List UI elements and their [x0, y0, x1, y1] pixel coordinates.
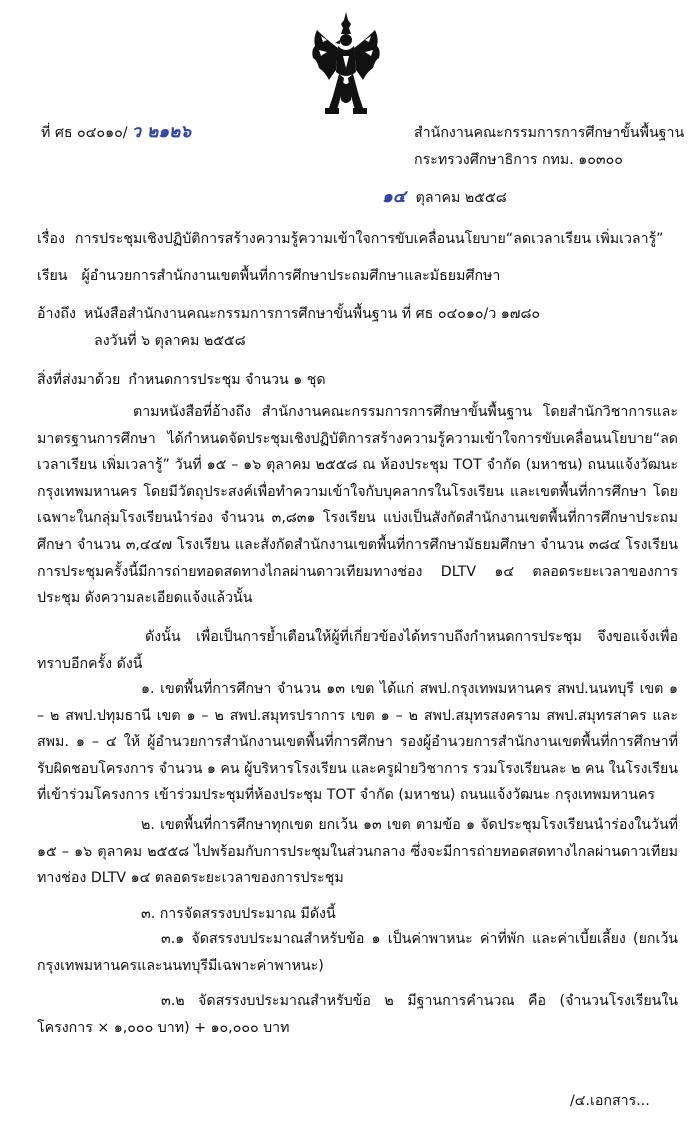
- subject-label: เรื่อง: [37, 231, 65, 247]
- body-item-2: ๒. เขตพื้นที่การศึกษาทุกเขต ยกเว้น ๑๓ เขต ตามข้อ ๑ จัดประชุมโรงเรียนนำร่องในวันที่ ๑๕ – ๑๖ ตุลาคม ๒๕๕๘ ไปพร้อมกับการประชุมในส่วนกลาง ซึ่งจะมีการถ่ายทอดสดทางไกลผ่านดาวเทียมทางช่อง DLTV ๑๔ ตลอดระยะเวลาของการประชุม: [37, 817, 678, 887]
- continuation-note: /๔.เอกสาร...: [570, 1093, 650, 1109]
- body-paragraph-1: ตามหนังสือที่อ้างถึง สำนักงานคณะกรรมการการศึกษาขั้นพื้นฐาน โดยสำนักวิชาการและมาตรฐานการศึกษา ได้กำหนดจัดประชุมเชิงปฏิบัติการสร้างความรู้ความเข้าใจการขับเคลื่อนนโยบาย“ลดเวลาเรียน เพิ่มเวลารู้” วันที่ ๑๕ – ๑๖ ตุลาคม ๒๕๕๘ ณ ห้องประชุม TOT จำกัด (มหาชน) ถนนแจ้งวัฒนะ กรุงเทพมหานคร โดยมีวัตถุประสงค์เพื่อทำความเข้าใจกับบุคลากรในโรงเรียน และเขตพื้นที่การศึกษา โดยเฉพาะในกลุ่มโรงเรียนนำร่อง จำนวน ๓,๘๓๑ โรงเรียน แบ่งเป็นสังกัดสำนักงานเขตพื้นที่การศึกษาประถมศึกษา จำนวน ๓,๔๔๗ โรงเรียน และสังกัดสำนักงานเขตพื้นที่การศึกษามัธยมศึกษา จำนวน ๓๘๔ โรงเรียน การประชุมครั้งนี้มีการถ่ายทอดสดทางไกลผ่านดาวเทียมทางช่อง DLTV ๑๔ ตลอดระยะเวลาของการประชุม ดังความละเอียดแจ้งแล้วนั้น: [37, 404, 678, 607]
- date-month-year: ตุลาคม ๒๕๕๘: [415, 190, 507, 206]
- body-item-1: ๑. เขตพื้นที่การศึกษา จำนวน ๑๓ เขต ได้แก่ สพป.กรุงเทพมหานคร สพป.นนทบุรี เขต ๑ – ๒ สพป.ปทุมธานี เขต ๑ – ๒ สพป.สมุทรปราการ เขต ๑ – ๒ สพป.สมุทรสงคราม สพป.สมุทรสาคร และสพม. ๑ – ๔ ให้ ผู้อำนวยการสำนักงานเขตพื้นที่การศึกษา รองผู้อำนวยการสำนักงานเขตพื้นที่การศึกษาที่รับผิดชอบโครงการ จำนวน ๑ คน ผู้บริหารโรงเรียน และครูฝ่ายวิชาการ รวมโรงเรียนละ ๒ คน ในโรงเรียนที่เข้าร่วมโครงการ เข้าร่วมประชุมที่ห้องประชุม TOT จำกัด (มหาชน) ถนนแจ้งวัฒนะ กรุงเทพมหานคร: [37, 681, 678, 804]
- letter-date: [382, 188, 507, 207]
- enclosure-label: สิ่งที่ส่งมาด้วย: [37, 372, 121, 388]
- body-paragraph-2: ดังนั้น เพื่อเป็นการย้ำเตือนให้ผู้ที่เกี่ยวข้องได้ทราบถึงกำหนดการประชุม จึงขอแจ้งเพื่อทราบอีกครั้ง ดังนี้: [37, 629, 678, 672]
- addressee-text: ผู้อำนวยการสำนักงานเขตพื้นที่การศึกษาประถมศึกษาและมัธยมศึกษา: [81, 268, 501, 284]
- agency-address: กระทรวงศึกษาธิการ กทม. ๑๐๓๐๐: [414, 152, 623, 168]
- reference-label: อ้างถึง: [37, 306, 76, 322]
- enclosure-text: กำหนดการประชุม จำนวน ๑ ชุด: [128, 372, 326, 388]
- reference-number: [41, 123, 191, 142]
- body-item-3-2: ๓.๒ จัดสรรงบประมาณสำหรับข้อ ๒ มีฐานการคำนวณ คือ (จำนวนโรงเรียนในโครงการ × ๑,๐๐๐ บาท) + ๑๐,๐๐๐ บาท: [37, 993, 678, 1036]
- body-item-3: ๓. การจัดสรรงบประมาณ มีดังนี้: [141, 906, 336, 922]
- handwritten-reference-number: ว ๒๑๒๖: [131, 122, 192, 142]
- garuda-emblem: [307, 10, 385, 122]
- subject-line: [37, 230, 664, 248]
- subject-text: การประชุมเชิงปฏิบัติการสร้างความรู้ความเข้าใจการขับเคลื่อนนโยบาย“ลดเวลาเรียน เพิ่มเวลารู้”: [74, 231, 664, 247]
- reference-line: [37, 305, 540, 323]
- enclosure-line: [37, 371, 326, 389]
- body-item-3-1: ๓.๑ จัดสรรงบประมาณสำหรับข้อ ๑ เป็นค่าพาหนะ ค่าที่พัก และค่าเบี้ยเลี้ยง (ยกเว้นกรุงเทพมหานครและนนทบุรีมีเฉพาะค่าพาหนะ): [37, 931, 678, 974]
- addressee-label: เรียน: [37, 268, 68, 284]
- handwritten-date-day: ๑๔: [382, 187, 406, 207]
- reference-number-prefix: ที่ ศธ ๐๔๐๑๐/: [41, 125, 128, 141]
- reference-date: ลงวันที่ ๖ ตุลาคม ๒๕๕๘: [94, 333, 246, 349]
- reference-text: หนังสือสำนักงานคณะกรรมการการศึกษาขั้นพื้นฐาน ที่ ศธ ๐๔๐๑๐/ว ๑๗๘๐: [83, 306, 541, 322]
- addressee-line: [37, 267, 500, 285]
- agency-name: สำนักงานคณะกรรมการการศึกษาขั้นพื้นฐาน: [414, 125, 685, 141]
